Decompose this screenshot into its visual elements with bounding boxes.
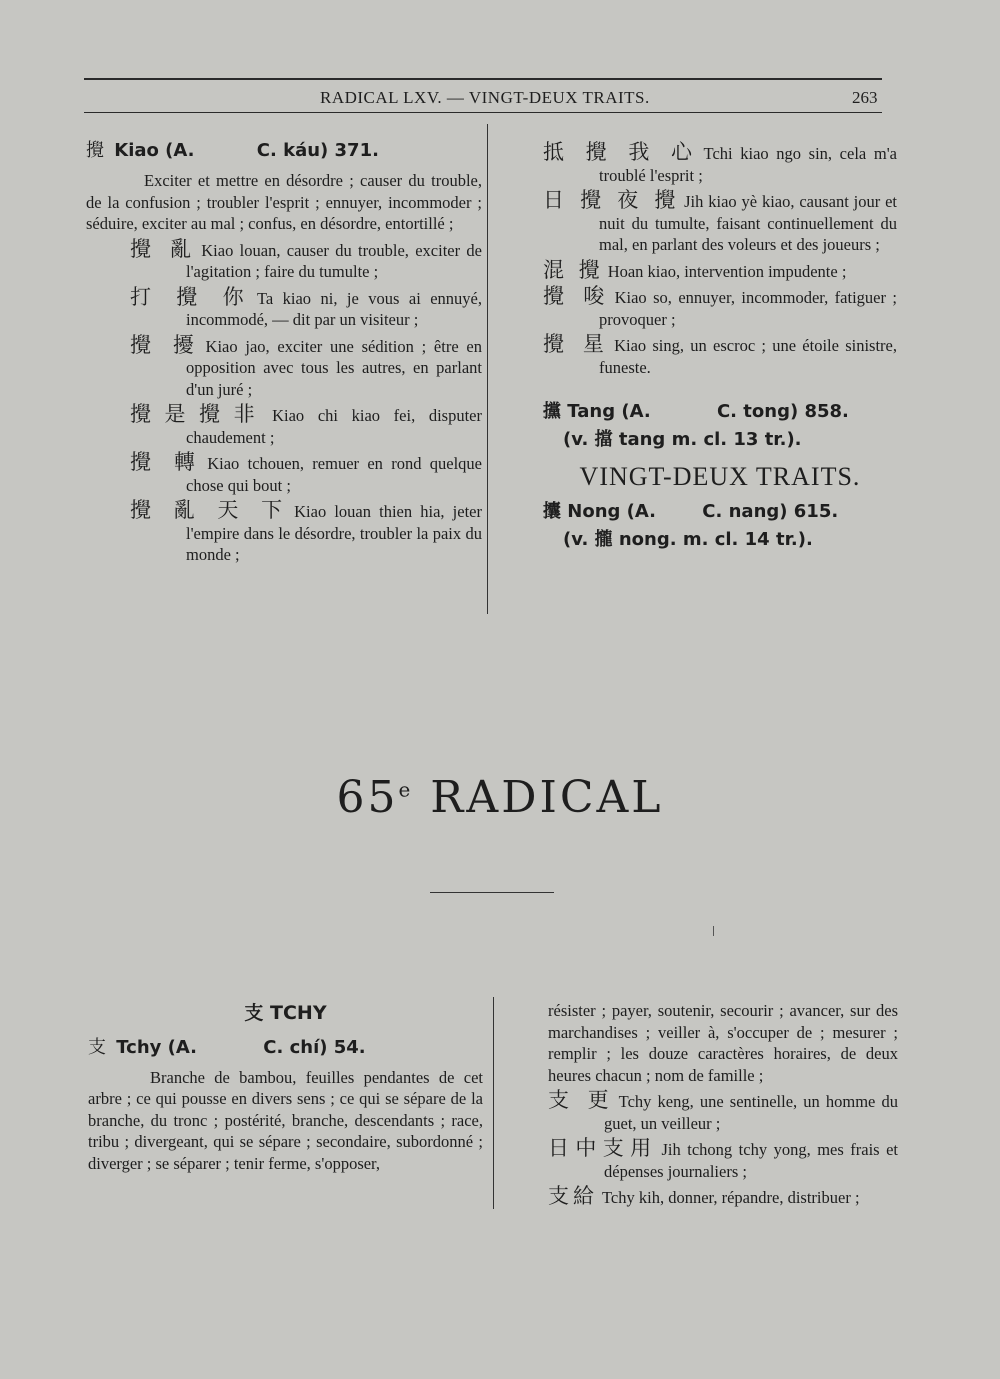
top-rule [84,78,882,80]
headword-text: Kiao (A. [114,140,195,161]
example-entry [548,1186,898,1209]
example-text: Ta kiao ni, je vous ai ennuyé, incommodé, — dit par un visiteur ; [186,288,482,329]
headword-cantonese: C. káu) 371. [256,140,379,161]
example-text: Kiao so, ennuyer, incommoder, fatiguer ; provoquer ; [599,288,897,329]
page-number: 263 [852,88,878,107]
example-text: Tchy keng, une sentinelle, un homme du guet, un veilleur ; [604,1092,898,1133]
right-column-bottom [548,1000,898,1209]
example-text: Jih kiao yè kiao, causant jour et nuit du tumulte, faisant continuellement du mal, en parlant des voleurs et des joueurs ; [599,192,897,254]
running-head: RADICAL LXV. — VINGT-DEUX TRAITS. [320,88,650,107]
example-chars: 日 攪 夜 攪 [543,188,681,212]
example-chars: 抵 攪 我 心 [543,140,700,164]
example-chars: 支 更 [548,1088,615,1112]
column-divider-top [487,124,488,614]
example-text: Kiao louan thien hia, jeter l'empire dans le désordre, troubler la paix du monde ; [186,502,482,564]
entry-tchy-definition: Branche de bambou, feuilles pendantes de cet arbre ; ce qui pousse en divers sens ; ce qui se sépare de la branche, du tronc ; postérité, branche, descendants ; race, tribu ; divergeant, qui se sépare ; secondaire, subordonné ; diverger ; se séparer ; tenir ferme, s'opposer, [88,1067,483,1173]
example-entry [543,286,897,330]
left-column-bottom [88,1003,483,1174]
example-entry [86,284,482,331]
radical-word: RADICAL [430,772,664,823]
example-chars: 攪 亂 [130,236,198,261]
entry-nong-headword [543,498,897,526]
entry-kiao-definition: Exciter et mettre en désordre ; causer du trouble, de la confusion ; troubler l'esprit ; ennuyer, incommoder ; séduire, exciter au mal ; confus, en désordre, entortillé ; [86,171,482,233]
headword-char: 支 [88,1036,106,1058]
example-entry [86,332,482,401]
headword-cantonese: C. nang) 615. [702,500,839,522]
radical-title [0,772,1000,823]
column-divider-bottom [493,997,494,1209]
print-mark [713,926,714,936]
entry-nong-see-also: (v. 攏 nong. m. cl. 14 tr.). [563,528,813,550]
example-entry [86,452,482,496]
example-text: Kiao chi kiao fei, disputer chaudement ; [186,406,483,447]
example-text: Kiao sing, un escroc ; une étoile sinistre, funeste. [599,336,897,377]
example-entry [548,1090,898,1134]
header-rule [84,112,882,113]
example-entry [543,334,897,378]
example-text: Kiao louan, causer du trouble, exciter de l'agitation ; faire du tumulte ; [186,240,482,281]
example-chars: 攪 轉 [130,450,204,474]
example-chars: 混 攪 [543,257,604,282]
example-chars: 攪 擾 [130,332,202,357]
left-column-top [86,138,482,566]
title-rule [430,892,554,893]
headword-text: Tchy (A. [116,1036,197,1058]
example-chars: 攪 亂 天 下 [130,498,291,522]
entry-tang-headword [543,398,897,426]
section-title: VINGT-DEUX TRAITS. [579,462,861,491]
headword-char: 攩 [543,401,561,422]
example-text: Kiao tchouen, remuer en rond quelque chose qui bout ; [186,454,482,495]
example-text: Hoan kiao, intervention impudente ; [607,261,847,281]
example-text: Tchi kiao ngo sin, cela m'a troublé l'esprit ; [599,144,897,185]
example-entry [86,500,482,566]
example-entry [86,404,482,448]
example-chars: 攪 唆 [543,284,611,308]
headword-text: Nong (A. [567,500,657,522]
entry-kiao-headword [86,138,482,164]
entry-tchy-definition-continued: résister ; payer, soutenir, secourir ; avancer, sur des marchandises ; veiller à, s'occuper de ; mesurer ; remplir ; les douze caractères horaires, de deux heures chacun ; nom de famille ; [548,1001,898,1085]
radical-number-suffix: e [398,777,414,802]
example-chars: 日中支用 [548,1136,658,1160]
example-chars: 攪是攪非 [130,402,269,426]
example-text: Kiao jao, exciter une sédition ; être en opposition avec tous les autres, en parlant d'un juré ; [186,336,482,399]
example-text: Tchy kih, donner, répandre, distribuer ; [602,1188,860,1207]
headword-cantonese: C. chí) 54. [263,1036,366,1058]
example-entry [543,142,897,186]
example-text: Jih tchong tchy yong, mes frais et dépenses journaliers ; [604,1140,898,1181]
radical-heading: 支 TCHY [244,1002,327,1024]
headword-char: 攪 [86,140,104,161]
right-column-top [543,138,897,554]
radical-number: 65 [336,772,399,823]
example-entry [548,1138,898,1182]
example-entry [543,190,897,256]
example-chars: 支給 [548,1184,598,1208]
entry-tang-see-also: (v. 擋 tang m. cl. 13 tr.). [563,429,802,450]
entry-tchy-headword [88,1035,483,1061]
headword-text: Tang (A. [567,401,651,422]
headword-cantonese: C. tong) 858. [716,401,849,422]
example-entry [543,257,897,283]
headword-char: 攮 [543,500,561,522]
example-entry [86,236,482,283]
example-chars: 攪 星 [543,332,611,356]
example-chars: 打 攪 你 [130,284,253,309]
